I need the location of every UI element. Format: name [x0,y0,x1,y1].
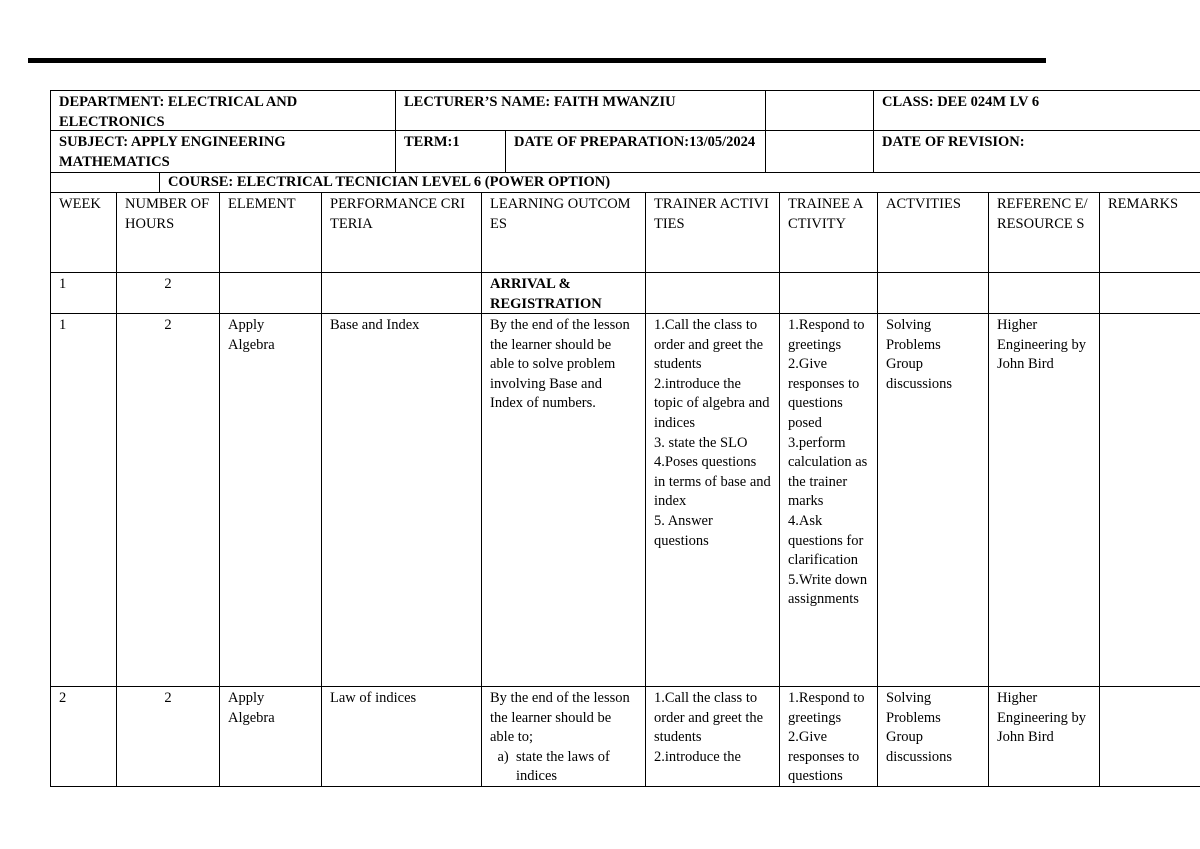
learning-outcomes-cell [481,686,646,787]
trainee-activity-cell: 1.Respond to greetings 2.Give responses to questions [779,686,878,787]
trainee-activity-cell: 1.Respond to greetings 2.Give responses to questions posed 3.perform calculation as the trainer marks 4.Ask questions for clarification 5.Write down assignments [779,313,878,687]
empty-cell [765,130,874,173]
activities-cell: Solving Problems Group discussions [877,313,989,687]
date-of-revision-cell: DATE OF REVISION: [873,130,1200,173]
week-cell: 1 [50,313,117,687]
activities-cell: Solving Problems Group discussions [877,686,989,787]
outcomes-list-item: a. state the laws of indices [516,748,637,787]
remarks-cell [1099,313,1200,687]
subject-cell: SUBJECT: APPLY ENGINEERING MATHEMATICS [50,130,396,173]
activities-cell [877,272,989,314]
trainer-activities-cell: 1.Call the class to order and greet the students 2.introduce the [645,686,780,787]
column-header-trainee-activity: TRAINEE ACTIVITY [779,192,878,273]
column-header-learning-outcomes: LEARNING OUTCOMES [481,192,646,273]
column-header-performance-criteria: PERFORMANCE CRITERIA [321,192,482,273]
week-cell: 1 [50,272,117,314]
performance-criteria-cell: Law of indices [321,686,482,787]
course-cell: COURSE: ELECTRICAL TECNICIAN LEVEL 6 (POWER OPTION) [159,172,1200,193]
outcomes-intro: By the end of the lesson the learner should be able to; [490,690,630,746]
column-header-week: WEEK [50,192,117,273]
empty-cell [50,172,160,193]
reference-cell [988,272,1100,314]
class-cell: CLASS: DEE 024M LV 6 [873,90,1200,131]
element-cell: Apply Algebra [219,313,322,687]
reference-cell: Higher Engineering by John Bird [988,686,1100,787]
learning-outcomes-cell: ARRIVAL & REGISTRATION [481,272,646,314]
learning-outcomes-cell: By the end of the lesson the learner should be able to solve problem involving Base and Index of numbers. [481,313,646,687]
column-header-remarks: REMARKS [1099,192,1200,273]
performance-criteria-cell [321,272,482,314]
lecturer-cell: LECTURER’S NAME: FAITH MWANZIU [395,90,766,131]
department-cell: DEPARTMENT: ELECTRICAL AND ELECTRONICS [50,90,396,131]
column-header-trainer-activities: TRAINER ACTIVITIES [645,192,780,273]
remarks-cell [1099,272,1200,314]
week-cell: 2 [50,686,117,787]
header-rule [28,58,1046,63]
reference-cell: Higher Engineering by John Bird [988,313,1100,687]
outcomes-list [490,748,637,787]
trainee-activity-cell [779,272,878,314]
hours-cell: 2 [116,272,220,314]
performance-criteria-cell: Base and Index [321,313,482,687]
trainer-activities-cell [645,272,780,314]
column-header-element: ELEMENT [219,192,322,273]
hours-cell: 2 [116,313,220,687]
term-cell: TERM:1 [395,130,506,173]
column-header-reference: REFERENC E/ RESOURCE S [988,192,1100,273]
hours-cell: 2 [116,686,220,787]
element-cell: Apply Algebra [219,686,322,787]
empty-cell [765,90,874,131]
remarks-cell [1099,686,1200,787]
date-of-preparation-cell: DATE OF PREPARATION:13/05/2024 [505,130,766,173]
column-header-hours: NUMBER OF HOURS [116,192,220,273]
element-cell [219,272,322,314]
column-header-activities: ACTVITIES [877,192,989,273]
trainer-activities-cell: 1.Call the class to order and greet the students 2.introduce the topic of algebra and indices 3. state the SLO 4.Poses questions in terms of base and index 5. Answer questions [645,313,780,687]
